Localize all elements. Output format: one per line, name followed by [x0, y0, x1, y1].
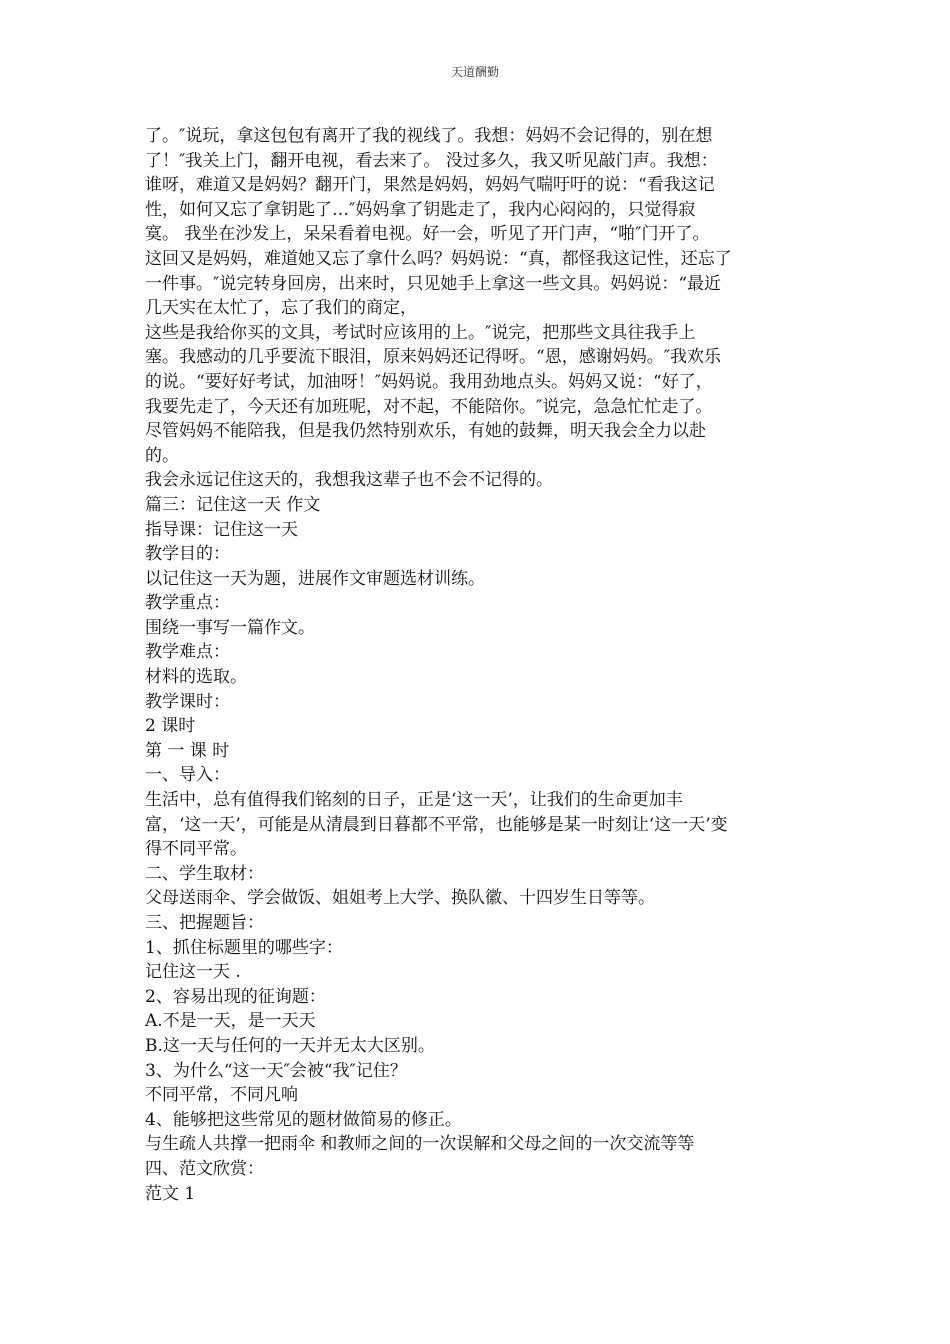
text-line: 得不同平常。 [145, 839, 247, 860]
text-line: A.不是一天，是一天天 [145, 1011, 316, 1032]
text-line: 几天实在太忙了，忘了我们的商定， [145, 298, 417, 319]
text-line: 我要先走了，今天还有加班呢，对不起，不能陪你。″说完，急急忙忙走了。 [145, 396, 713, 417]
text-line: 教学难点： [145, 642, 230, 663]
text-line: 了。″说玩，拿这包包有离开了我的视线了。我想：妈妈不会记得的，别在想 [145, 126, 713, 146]
text-line: 四、范文欣赏： [145, 1158, 264, 1179]
text-line: B.这一天与任何的一天并无太大区别。 [145, 1035, 435, 1056]
text-line: 4、能够把这些常见的题材做简易的修正。 [145, 1109, 462, 1130]
text-line: 材料的选取。 [145, 667, 247, 688]
text-line: 性，如何又忘了拿钥匙了…″妈妈拿了钥匙走了，我内心闷闷的，只觉得寂 [145, 199, 696, 220]
section-title: 篇三：记住这一天 作文 [145, 494, 321, 515]
text-line: 记住这一天 . [145, 962, 241, 983]
text-line: 尽管妈妈不能陪我，但是我仍然特别欢乐，有她的鼓舞，明天我会全力以赴 [145, 421, 706, 442]
text-line: 第 一 课 时 [145, 740, 230, 761]
text-line: 这些是我给你买的文具，考试时应该用的上。″说完，把那些文具往我手上 [145, 322, 696, 343]
text-line: 一件事。″说完转身回房，出来时，只见她手上拿这一些文具。妈妈说：“最近 [145, 273, 722, 294]
text-line: 生活中，总有值得我们铭刻的日子，正是‘这一天’，让我们的生命更加丰 [145, 790, 683, 811]
text-line: 的。 [145, 445, 179, 466]
text-line: 塞。我感动的几乎要流下眼泪，原来妈妈还记得呀。“恩，感谢妈妈。″我欢乐 [145, 347, 722, 368]
text-line: 父母送雨伞、学会做饭、姐姐考上大学、换队徽、十四岁生日等等。 [145, 888, 655, 909]
text-line: 了！″我关上门，翻开电视，看去来了。 没过多久，我又听见敲门声。我想： [145, 150, 718, 171]
text-line: 这回又是妈妈，难道她又忘了拿什么吗？妈妈说：“真，都怪我这记性，还忘了 [145, 248, 732, 269]
text-line: 寞。 我坐在沙发上，呆呆看着电视。好一会，听见了开门声，“啪″门开了。 [145, 224, 710, 245]
text-line: 我会永远记住这天的，我想我这辈子也不会不记得的。 [145, 470, 553, 491]
text-line: 谁呀，难道又是妈妈？翻开门，果然是妈妈，妈妈气喘吁吁的说：“看我这记 [145, 175, 715, 196]
text-line: 围绕一事写一篇作文。 [145, 617, 315, 638]
text-line: 的说。“要好好考试，加油呀！″妈妈说。我用劲地点头。妈妈又说：“好了， [145, 371, 713, 392]
text-line: 一、导入： [145, 765, 230, 786]
text-line: 富，‘这一天’，可能是从清晨到日暮都不平常，也能够是某一时刻让‘这一天’变 [145, 814, 728, 835]
text-line: 教学目的： [145, 544, 230, 565]
text-line: 2、容易出现的征询题： [145, 986, 326, 1007]
text-line: 指导课：记住这一天 [145, 519, 298, 540]
text-line: 三、把握题旨： [145, 913, 264, 933]
document-body [145, 124, 810, 1206]
page-header: 天道酬勤 [450, 65, 499, 79]
text-line: 二、学生取材： [145, 863, 264, 884]
text-line: 以记住这一天为题，进展作文审题选材训练。 [145, 568, 485, 589]
text-line: 不同平常，不同凡响 [145, 1085, 298, 1106]
text-line: 教学课时： [145, 691, 230, 712]
text-line: 与生疏人共撑一把雨伞 和教师之间的一次误解和父母之间的一次交流等等 [145, 1134, 695, 1155]
text-line: 范文 1 [145, 1183, 196, 1204]
text-line: 3、为什么“这一天″会被“我″记住？ [145, 1060, 407, 1081]
text-line: 教学重点： [145, 593, 230, 614]
text-line: 2 课时 [145, 716, 196, 737]
text-line: 1、抓住标题里的哪些字： [145, 937, 343, 958]
